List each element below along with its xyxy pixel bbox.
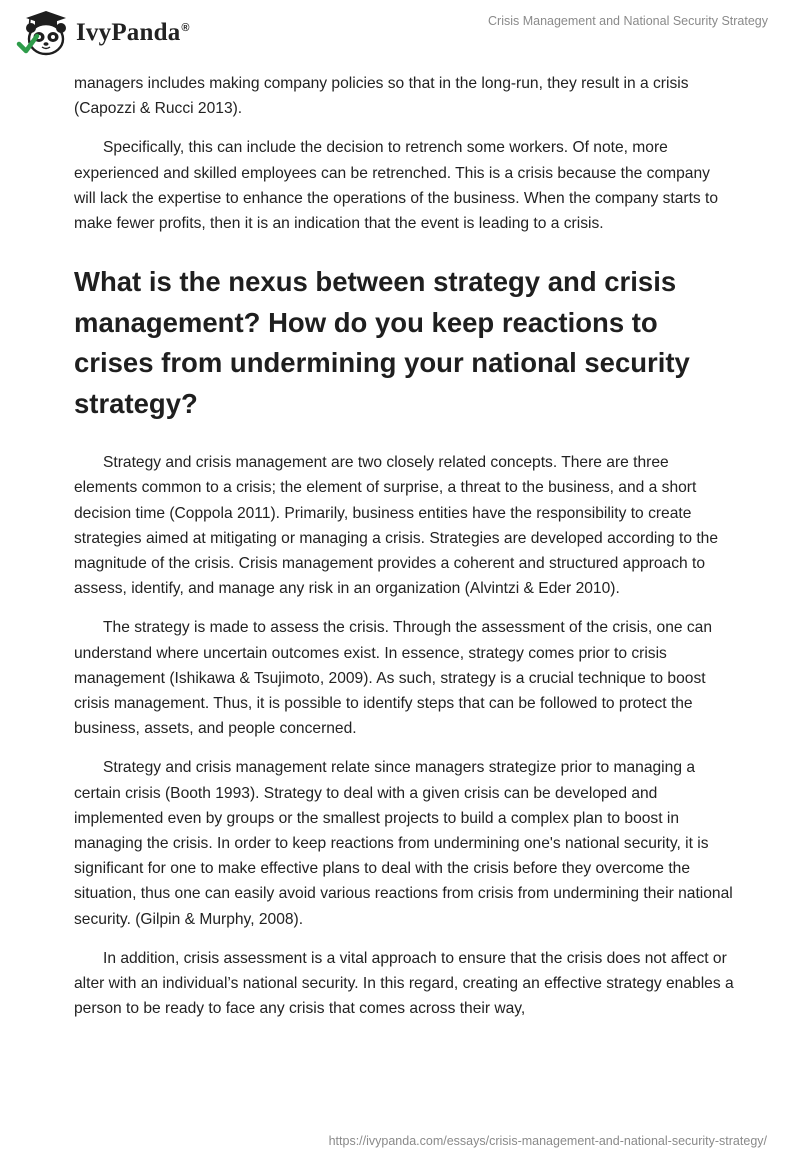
section-heading: What is the nexus between strategy and crisis management? How do you keep reactions to crises from undermining your national security strategy? bbox=[74, 266, 690, 419]
paragraph: Strategy and crisis management are two closely related concepts. There are three elements common to a crisis; the element of surprise, a threat to the business, and a short decision time (Coppola 2011). Primarily, business entities have the responsibility to create strategies aimed at mitigating or managing a crisis. Strategies are developed according to the magnitude of the crisis. Crisis management provides a coherent and structured approach to assess, identify, and manage any risk in an organization (Alvintzi & Eder 2010). bbox=[74, 454, 719, 598]
paragraph: Specifically, this can include the decision to retrench some workers. Of note, more experienced and skilled employees can be retrenched. This is a crisis because the company will lack the expertise to enhance the operations of the business. When the company starts to make fewer profits, then it is an indication that the event is leading to a crisis. bbox=[74, 139, 719, 233]
paragraph: Strategy and crisis management relate since managers strategize prior to managing a certain crisis (Booth 1993). Strategy to deal with a given crisis can be developed and implemented even by groups or the smallest projects to build a complex plan to boost in managing the crisis. In order to keep reactions from undermining one's national security, it is significant for one to make effective plans to deal with the crisis before they overcome the situation, thus one can easily avoid various reactions from crisis from undermining their national security. (Gilpin & Murphy, 2008). bbox=[74, 759, 733, 928]
panda-graduate-icon bbox=[16, 8, 72, 58]
registered-mark: ® bbox=[181, 21, 190, 34]
ivypanda-logo[interactable] bbox=[16, 8, 190, 58]
paragraph: In addition, crisis assessment is a vital approach to ensure that the crisis does not affect or alter with an individual’s national security. In this regard, creating an effective strategy enables a person to be ready to face any crisis that comes across their way, bbox=[74, 949, 734, 1018]
logo-wordmark: IvyPanda® bbox=[76, 19, 190, 46]
essay-content bbox=[74, 71, 734, 1035]
paragraph-continuation: managers includes making company policies so that in the long-run, they result in a crisis (Capozzi & Rucci 2013). bbox=[74, 75, 689, 118]
page-header bbox=[0, 0, 800, 70]
document-title: Crisis Management and National Security Strategy bbox=[488, 14, 768, 28]
source-url[interactable]: https://ivypanda.com/essays/crisis-management-and-national-security-strategy/ bbox=[328, 1134, 767, 1148]
paragraph: The strategy is made to assess the crisis. Through the assessment of the crisis, one can understand where uncertain outcomes exist. In essence, strategy comes prior to crisis management (Ishikawa & Tsujimoto, 2009). As such, strategy is a crucial technique to boost crisis management. Thus, it is possible to identify steps that can be followed to protect the business, assets, and people concerned. bbox=[74, 619, 713, 738]
